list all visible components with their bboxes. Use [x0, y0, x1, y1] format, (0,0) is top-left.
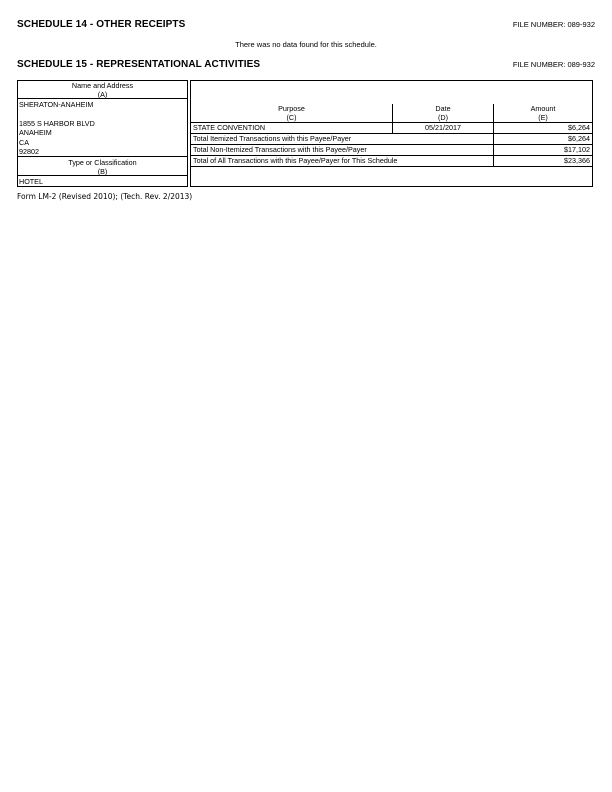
payee-type-value: HOTEL — [19, 177, 43, 186]
address-spacer — [19, 109, 187, 118]
payee-zip: 92802 — [19, 147, 39, 157]
schedule14-header — [17, 19, 595, 30]
payee-city: ANAHEIM — [19, 128, 52, 138]
transactions-table — [190, 80, 593, 187]
transactions-header-row — [191, 103, 592, 123]
date-column-sub: (D) — [438, 112, 448, 122]
total-non-itemized-amount: $17,102 — [493, 145, 592, 155]
amount-column-header — [493, 104, 592, 122]
total-itemized-amount: $6,264 — [493, 134, 592, 144]
total-non-itemized-label: Total Non-Itemized Transactions with this Payee/Payer — [193, 145, 367, 154]
type-classification-header-label: Type or Classification — [68, 158, 137, 167]
transaction-date: 05/21/2017 — [392, 123, 493, 133]
name-address-header-cell — [18, 81, 187, 99]
form-footer: Form LM-2 (Revised 2010); (Tech. Rev. 2/2013) — [17, 192, 193, 201]
date-column-label: Date — [435, 104, 451, 113]
amount-column-sub: (E) — [538, 112, 548, 122]
payee-name: SHERATON-ANAHEIM — [19, 100, 94, 109]
name-address-header-label: Name and Address — [71, 81, 134, 90]
payee-info-table — [17, 80, 188, 187]
schedule15-title: SCHEDULE 15 - REPRESENTATIONAL ACTIVITIES — [17, 59, 261, 70]
purpose-column-sub: (C) — [286, 112, 297, 122]
no-data-message: There was no data found for this schedule. — [235, 40, 377, 49]
schedule14-file-number: FILE NUMBER: 089-932 — [512, 20, 595, 29]
amount-column-label: Amount — [530, 104, 556, 113]
purpose-column-header — [191, 104, 392, 122]
payee-street: 1855 S HARBOR BLVD — [19, 118, 95, 128]
schedule15-file-number: FILE NUMBER: 089-932 — [512, 60, 595, 69]
transactions-table-top-spacer — [191, 81, 592, 103]
schedule14-title: SCHEDULE 14 - OTHER RECEIPTS — [17, 19, 186, 30]
schedule15-header — [17, 59, 595, 70]
total-all-transactions-label: Total of All Transactions with this Payee/Payer for This Schedule — [193, 156, 398, 165]
transaction-purpose: STATE CONVENTION — [193, 123, 266, 132]
date-column-header — [392, 104, 493, 122]
name-address-header-sub: (A) — [97, 89, 108, 99]
total-all-transactions-amount: $23,366 — [493, 156, 592, 166]
type-classification-header-cell — [18, 156, 187, 176]
transaction-row — [191, 123, 592, 134]
payee-address-cell — [18, 99, 187, 156]
type-classification-header-sub: (B) — [97, 166, 108, 176]
transaction-amount: $6,264 — [493, 123, 592, 133]
total-all-transactions-row — [191, 156, 592, 167]
purpose-column-label: Purpose — [278, 104, 305, 113]
total-itemized-row — [191, 134, 592, 145]
payee-state: CA — [19, 137, 29, 147]
total-non-itemized-row — [191, 145, 592, 156]
total-itemized-label: Total Itemized Transactions with this Payee/Payer — [193, 134, 352, 143]
